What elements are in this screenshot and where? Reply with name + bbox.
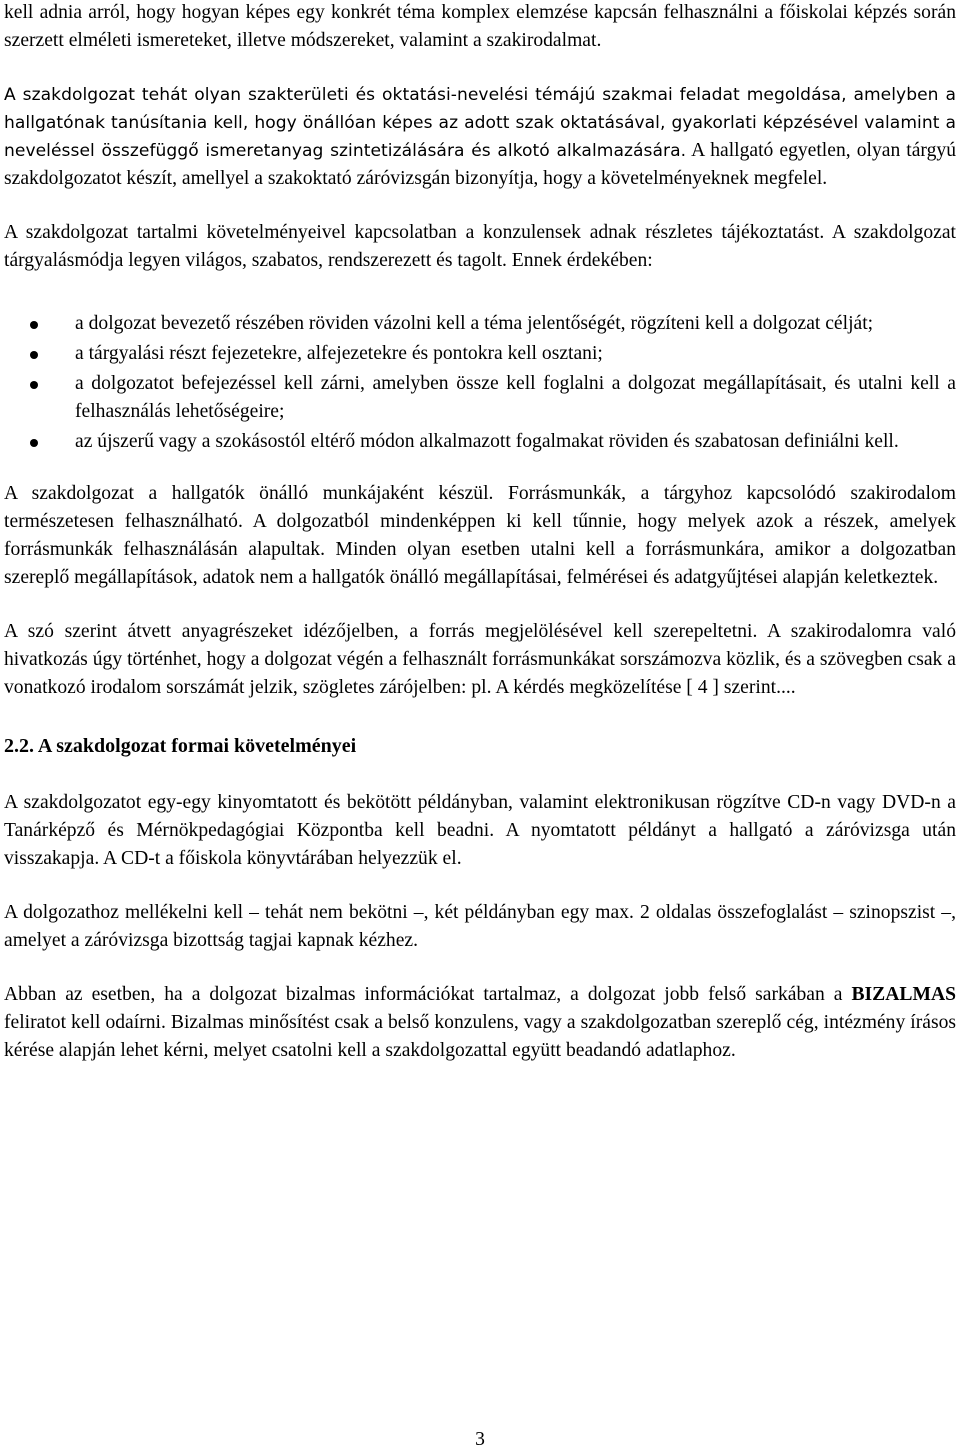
paragraph-thesis-purpose-sans: A szakdolgozat tehát olyan szakterületi és oktatási-nevelési témájú szakmai feladat megoldása, amelyben a hallgatónak tanúsítania kell, hogy önállóan képes az adott szak oktatásával, gyakorlati képzésével valamint a neveléssel összefüggő ismeretanyag szintetizálására és alkotó alkalmazására. — [4, 85, 956, 161]
requirements-bullet-list — [4, 310, 956, 456]
bullet-text: a dolgozat bevezető részében röviden vázolni kell a téma jelentőségét, rögzíteni kell a dolgozat célját; — [75, 313, 874, 334]
paragraph-content-requirements-text: A szakdolgozat tartalmi követelményeivel kapcsolatban a konzulensek adnak részletes tájékoztatást. A szakdolgozat tárgyalásmódja legyen világos, szabatos, rendszerezett és tagolt. Ennek érdekében: — [4, 222, 956, 271]
bullet-item — [4, 370, 956, 426]
bullet-dot-icon — [30, 381, 38, 389]
bullet-dot-icon — [30, 351, 38, 359]
bullet-item — [4, 340, 956, 368]
section-number: 2.2. — [4, 735, 34, 757]
section-title: A szakdolgozat formai követelményei — [37, 735, 357, 757]
paragraph-confidential — [4, 981, 956, 1065]
paragraph-intro: kell adnia arról, hogy hogyan képes egy konkrét téma komplex elemzése kapcsán felhasználni a főiskolai képzés során szerzett elméleti ismereteket, illetve módszereket, valamint a szakirodalmat. — [4, 2, 956, 51]
bullet-item — [4, 310, 956, 338]
bullet-dot-icon — [30, 321, 38, 329]
paragraph-synopsis: A dolgozathoz mellékelni kell – tehát nem bekötni –, két példányban egy max. 2 oldalas összefoglalást – szinopszist –, amelyet a záróvizsga bizottság tagjai kapnak kézhez. — [4, 902, 956, 951]
confidential-label: BIZALMAS — [851, 984, 956, 1005]
bullet-text: a tárgyalási részt fejezetekre, alfejezetekre és pontokra kell osztani; — [75, 343, 603, 364]
paragraph-confidential-text-a: Abban az esetben, ha a dolgozat bizalmas információkat tartalmaz, a dolgozat jobb felső sarkában a — [4, 984, 852, 1005]
document-body — [4, 0, 956, 1065]
bullet-text: az újszerű vagy a szokásostól eltérő módon alkalmazott fogalmakat röviden és szabatosan definiálni kell. — [75, 431, 899, 452]
paragraph-citations: A szó szerint átvett anyagrészeket idézőjelben, a forrás megjelölésével kell szerepeltetni. A szakirodalomra való hivatkozás úgy történhet, hogy a dolgozat végén a felhasznált forrásmunkákat sorszámozva közlik, és a szövegben csak a vonatkozó irodalom sorszámát jelzik, szögletes zárójelben: pl. A kérdés megközelítése [ 4 ] szerint.... — [4, 621, 956, 698]
paragraph-submission: A szakdolgozatot egy-egy kinyomtatott és bekötött példányban, valamint elektronikusan rögzítve CD-n vagy DVD-n a Tanárképző és Mérnökpedagógiai Központba kell beadni. A nyomtatott példányt a hallgató a záróvizsga után visszakapja. A CD-t a főiskola könyvtárában helyezzük el. — [4, 792, 956, 869]
paragraph-confidential-text-b: feliratot kell odaírni. Bizalmas minősítést csak a belső konzulens, vagy a szakdolgozatban szereplő cég, intézmény írásos kérése alapján lehet kérni, melyet csatolni kell a szakdolgozattal együtt beadandó adatlaphoz. — [4, 1012, 956, 1061]
bullet-item — [4, 428, 956, 456]
paragraph-independent-work: A szakdolgozat a hallgatók önálló munkájaként készül. Forrásmunkák, a tárgyhoz kapcsolódó szakirodalom természetesen felhasználható. A dolgozatból mindenképpen ki kell tűnnie, hogy melyek azok a részek, amelyek forrásmunkák felhasználásán alapultak. Minden olyan esetben utalni kell a forrásmunkára, amikor a dolgozatban szereplő megállapítások, adatok nem a hallgatók önálló megállapításai, felmérései és adatgyűjtései alapján keletkeztek. — [4, 483, 956, 588]
paragraph-thesis-purpose — [4, 81, 956, 193]
bullet-text: a dolgozatot befejezéssel kell zárni, amelyben össze kell foglalni a dolgozat megállapításait, és utalni kell a felhasználás lehetőségeire; — [75, 373, 956, 422]
paragraph-thesis-purpose-serif: A hallgató egyetlen, olyan tárgyú szakdolgozatot készít, amellyel a szakoktató záróvizsgán bizonyítja, hogy a követelményeknek megfelel. — [4, 140, 956, 189]
bullet-dot-icon — [30, 439, 38, 447]
section-heading — [4, 732, 956, 760]
page-number: 3 — [475, 1429, 485, 1450]
paragraph-content-requirements — [4, 219, 956, 275]
